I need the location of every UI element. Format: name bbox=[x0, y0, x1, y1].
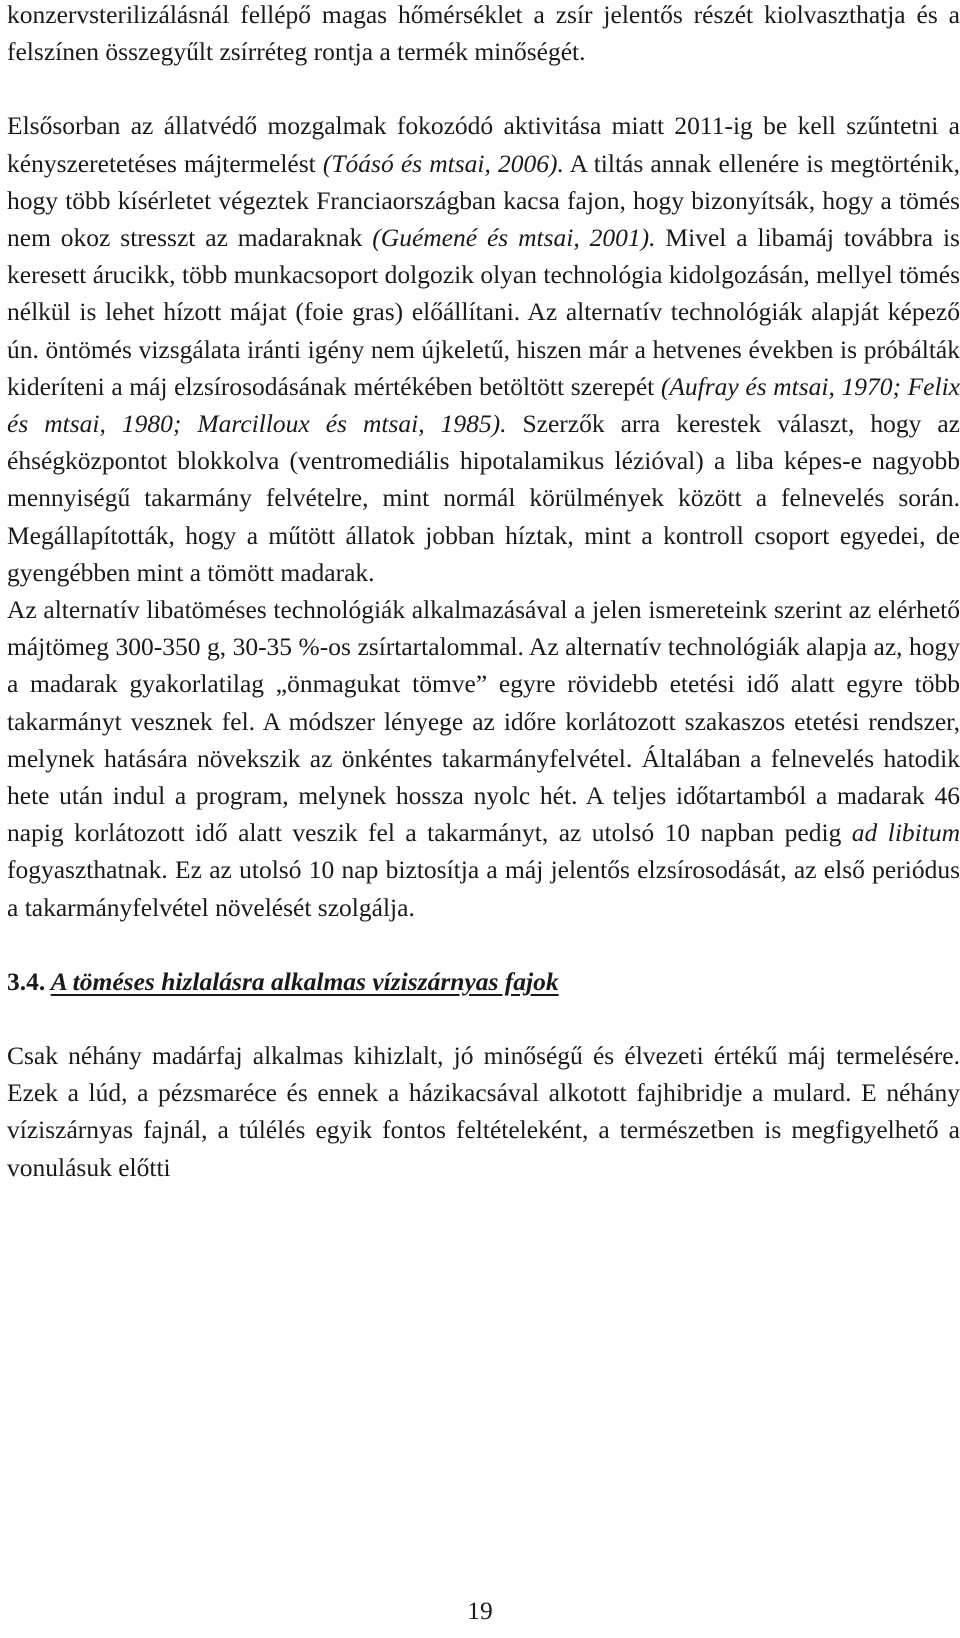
text-run: Mivel a libamáj továbbra is keresett árucikk, több munkacsoport dolgozik olyan technológia kidolgozásán, mellyel tömés nélkül is lehet hízott májat (foie gras) előállítani. Az alternatív technológiák alapját képező ún. öntömés vizsgálata iránti igény nem újkeletű, hiszen már a hetvenes években is próbálták kideríteni a máj elzsírosodásának mértékében betöltött szerepét bbox=[7, 223, 960, 401]
italic-run: (Tóásó és mtsai, 2006). bbox=[322, 148, 564, 178]
text-run: Csak néhány madárfaj alkalmas kihizlalt, jó minőségű és élvezeti értékű máj termelésére. Ezek a lúd, a pézsmaréce és ennek a házikacsával alkotott fajhibridje a mulard. E néhány víziszárnyas fajnál, a túlélés egyik fontos feltételeként, a természetben is megfigyelhető a vonulásuk előtti bbox=[7, 1041, 960, 1182]
paragraph-1 bbox=[7, 0, 960, 70]
paragraph-2 bbox=[7, 107, 960, 591]
section-title: A töméses hizlalásra alkalmas víziszárnyas fajok bbox=[50, 966, 559, 996]
text-run: fogyaszthatnak. Ez az utolsó 10 nap biztosítja a máj jelentős elzsírosodását, az első periódus a takarmányfelvétel növelését szolgálja. bbox=[7, 855, 960, 922]
italic-run: (Guémené és mtsai, 2001). bbox=[372, 223, 656, 253]
paragraph-4 bbox=[7, 1037, 960, 1186]
section-number: 3.4. bbox=[7, 966, 46, 996]
text-run: A tiltás annak ellenére is megtörténik, hogy több kísérletet végeztek Franciaországban kacsa fajon, hogy bizonyítsák, hogy a tömés nem okoz stresszt az madaraknak bbox=[7, 148, 960, 253]
text-run: Szerzők arra kerestek választ, hogy az éhségközpontot blokkolva (ventromediális hipotalamikus lézióval) a liba képes-e nagyobb mennyiségű takarmány felvételre, mint normál körülmények között a felnevelés során. Megállapították, hogy a műtött állatok jobban híztak, mint a kontroll csoport egyedei, de gyengébben mint a tömött madarak. bbox=[7, 409, 960, 587]
text-run: Elsősorban az állatvédő mozgalmak fokozódó aktivitása miatt 2011-ig be kell szűntetni a kényszeretetéses májtermelést bbox=[7, 111, 960, 178]
section-heading bbox=[7, 963, 960, 1000]
italic-run: (Aufray és mtsai, 1970; Felix és mtsai, 1980; Marcilloux és mtsai, 1985). bbox=[7, 371, 960, 439]
italic-run: ad libitum bbox=[851, 818, 960, 848]
paragraph-3 bbox=[7, 591, 960, 926]
text-run: Az alternatív libatöméses technológiák alkalmazásával a jelen ismereteink szerint az elérhető májtömeg 300-350 g, 30-35 %-os zsírtartalommal. Az alternatív technológiák alapja az, hogy a madarak gyakorlatilag „önmagukat tömve” egyre rövidebb etetési idő alatt egyre több takarmányt vesznek fel. A módszer lényege az időre korlátozott szakaszos etetési rendszer, melynek hatására növekszik az önkéntes takarmányfelvétel. Általában a felnevelés hatodik hete után indul a program, melynek hossza nyolc hét. A teljes időtartamból a madarak 46 napig korlátozott idő alatt veszik fel a takarmányt, az utolsó 10 napban pedig bbox=[7, 595, 960, 848]
document-page bbox=[7, 0, 960, 1186]
text-run: konzervsterilizálásnál fellépő magas hőmérséklet a zsír jelentős részét kiolvaszthatja és a felszínen összegyűlt zsírréteg rontja a termék minőségét. bbox=[7, 0, 960, 67]
page-number: 19 bbox=[467, 1596, 493, 1625]
